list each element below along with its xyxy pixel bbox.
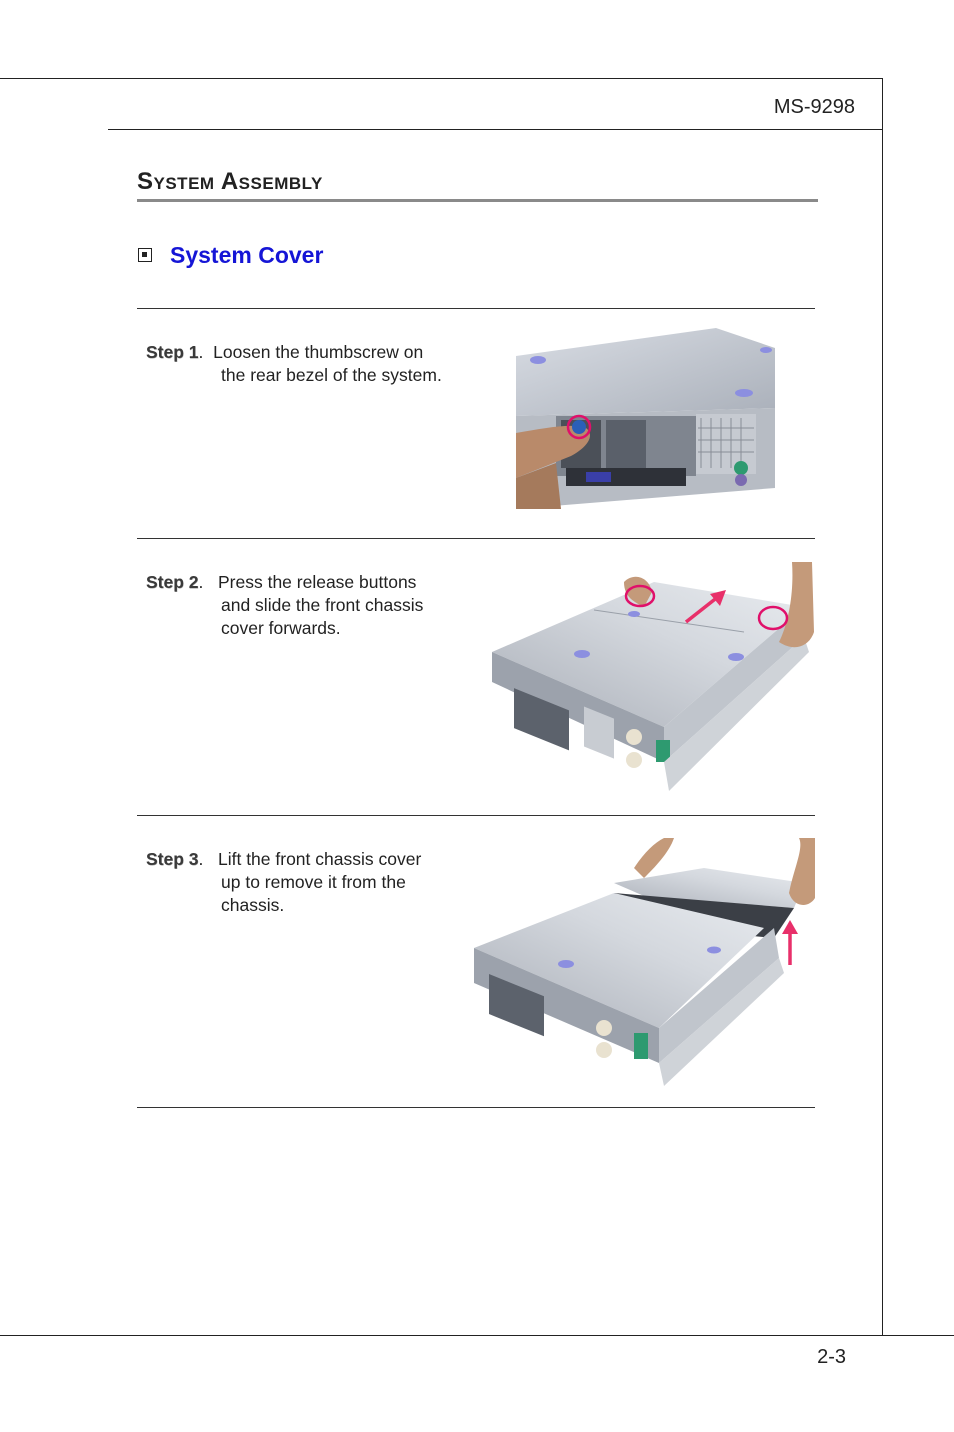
header-bottom-rule bbox=[108, 129, 883, 130]
step-3-text: Step 3. Lift the front chassis cover up to remove it from the chassis. bbox=[146, 849, 422, 915]
step-divider bbox=[137, 1107, 815, 1108]
step-2-photo bbox=[474, 562, 814, 791]
page-right-border bbox=[882, 78, 883, 1336]
step-divider bbox=[137, 538, 815, 539]
subsection-title: System Cover bbox=[170, 242, 324, 268]
footer-rule bbox=[0, 1335, 954, 1336]
step-instruction: up to remove it from the bbox=[221, 872, 406, 892]
header-top-rule bbox=[0, 78, 883, 79]
step-divider bbox=[137, 308, 815, 309]
step-instruction: the rear bezel of the system. bbox=[221, 365, 442, 385]
step-instruction: chassis. bbox=[221, 895, 285, 915]
step-label: Step 1 bbox=[146, 342, 199, 362]
step-label: Step 3 bbox=[146, 849, 199, 869]
step-1-text: Step 1. Loosen the thumbscrew on the rear bezel of the system. bbox=[146, 342, 442, 385]
step-instruction: cover forwards. bbox=[221, 618, 341, 638]
step-2-text: Step 2. Press the release buttons and slide the front chassis cover forwards. bbox=[146, 572, 424, 638]
step-instruction: and slide the front chassis bbox=[221, 595, 424, 615]
step-label: Step 2 bbox=[146, 572, 199, 592]
step-3-photo bbox=[474, 838, 815, 1086]
step-instruction: Loosen the thumbscrew on bbox=[213, 342, 424, 362]
square-bullet-icon bbox=[138, 248, 152, 262]
step-1-photo bbox=[516, 328, 775, 509]
model-number: MS-9298 bbox=[773, 96, 855, 118]
page-number: 2-3 bbox=[817, 1346, 846, 1368]
step-instruction: Press the release buttons bbox=[217, 572, 417, 592]
step-divider bbox=[137, 815, 815, 816]
step-instruction: Lift the front chassis cover bbox=[217, 849, 422, 869]
section-rule bbox=[137, 199, 818, 202]
section-title: System Assembly bbox=[137, 168, 323, 195]
